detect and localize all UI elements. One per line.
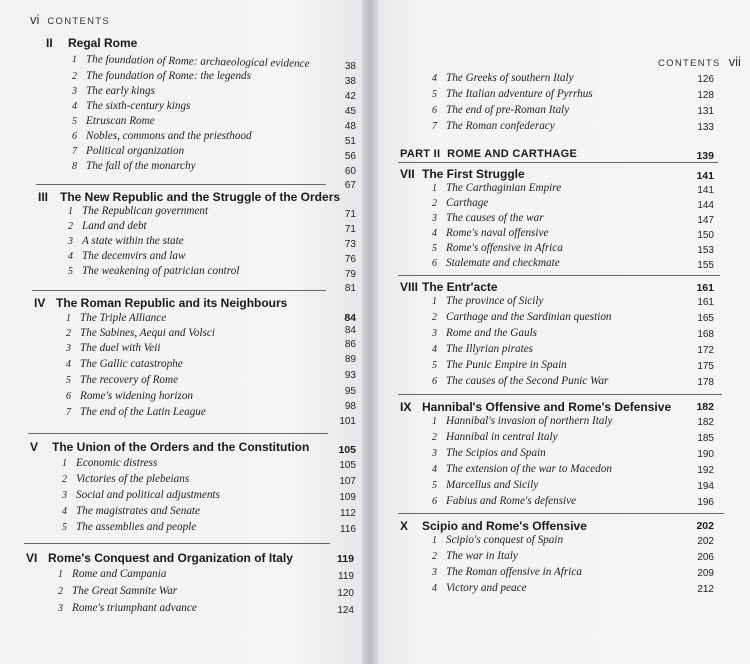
chapter-page-number: 84	[344, 312, 356, 324]
chapter-title: The Union of the Orders and the Constitution	[52, 440, 310, 454]
entry-page-number: 60	[344, 166, 356, 177]
chapter-roman: VIII	[400, 280, 419, 294]
chapter-divider	[28, 433, 328, 434]
toc-entry: 2 The foundation of Rome: the legends	[72, 70, 251, 82]
entry-page-number: 107	[339, 476, 356, 487]
entry-page-number: 42	[344, 91, 356, 102]
toc-entry: 2 Land and debt	[68, 220, 147, 232]
toc-entry: 4 The magistrates and Senate	[62, 505, 200, 517]
left-page-number: vi	[30, 12, 40, 27]
toc-entry: 1 The Carthaginian Empire	[432, 182, 562, 194]
toc-entry: 2 Victories of the plebeians	[62, 473, 190, 485]
toc-entry: 2 The Great Samnite War	[58, 585, 178, 597]
chapter-heading	[400, 519, 587, 533]
toc-entry: 5 The assemblies and people	[62, 521, 197, 533]
toc-entry: 6 Nobles, commons and the priesthood	[72, 130, 252, 142]
toc-entry: 6 Rome's widening horizon	[66, 390, 194, 402]
entry-page-number: 95	[344, 386, 356, 397]
chapter-divider	[32, 290, 326, 291]
toc-entry: 4 The Illyrian pirates	[432, 343, 534, 355]
toc-entry: 4 Rome's naval offensive	[432, 227, 549, 239]
entry-page-number: 86	[344, 339, 356, 350]
toc-entry: 3 The Roman offensive in Africa	[432, 566, 582, 578]
chapter-page-number: 161	[696, 282, 714, 294]
entry-page-number: 89	[344, 354, 356, 365]
entry-page-number: 45	[344, 106, 356, 117]
toc-entry: 2 Carthage and the Sardinian question	[432, 311, 612, 323]
chapter-divider	[398, 394, 722, 395]
toc-entry: 7 The end of the Latin League	[66, 406, 206, 418]
toc-entry: 2 Carthage	[432, 197, 489, 209]
toc-entry: 2 The Sabines, Aequi and Volsci	[66, 327, 215, 339]
chapter-heading	[30, 440, 309, 454]
chapter-page-number: 105	[338, 444, 356, 456]
toc-entry: 4 The sixth-century kings	[72, 100, 191, 112]
chapter-page-number: 141	[696, 170, 714, 182]
entry-page-number: 182	[697, 417, 714, 428]
left-header-title: CONTENTS	[47, 16, 111, 27]
entry-page-number: 150	[697, 230, 714, 241]
chapter-divider	[24, 543, 330, 544]
entry-page-number: 172	[697, 345, 714, 356]
toc-entry: 3 The early kings	[72, 85, 155, 97]
toc-entry: 7 The Roman confederacy	[432, 120, 555, 132]
entry-page-number: 109	[339, 492, 356, 503]
chapter-page-number: 202	[696, 520, 714, 532]
toc-entry: 1 Economic distress	[62, 457, 158, 469]
toc-entry: 1 The Triple Alliance	[66, 312, 167, 324]
entry-page-number: 161	[697, 297, 714, 308]
toc-entry: 4 The Greeks of southern Italy	[432, 72, 574, 84]
entry-page-number: 185	[697, 433, 714, 444]
toc-entry: 3 The Scipios and Spain	[432, 447, 546, 459]
entry-page-number: 155	[697, 260, 714, 271]
toc-entry: 3 A state within the state	[68, 235, 184, 247]
entry-page-number: 192	[697, 465, 714, 476]
toc-entry: 6 Stalemate and checkmate	[432, 257, 560, 269]
entry-page-number: 73	[344, 239, 356, 250]
entry-page-number: 202	[697, 536, 714, 547]
chapter-heading	[400, 280, 498, 294]
toc-entry: 2 The war in Italy	[432, 550, 518, 562]
entry-page-number: 194	[697, 481, 714, 492]
entry-page-number: 38	[344, 61, 356, 72]
entry-page-number: 98	[344, 401, 356, 412]
toc-entry: 2 Hannibal in central Italy	[432, 431, 558, 443]
entry-page-number: 153	[697, 245, 714, 256]
toc-entry: 5 Marcellus and Sicily	[432, 479, 539, 491]
entry-page-number: 76	[344, 254, 356, 265]
part-label: PART II	[400, 148, 441, 160]
toc-entry: 4 The Gallic catastrophe	[66, 358, 183, 370]
entry-page-number: 141	[697, 185, 714, 196]
entry-page-number: 79	[344, 269, 356, 280]
chapter-divider	[398, 513, 724, 514]
book-gutter	[362, 0, 378, 664]
toc-entry: 5 Etruscan Rome	[72, 115, 155, 127]
chapter-page-number: 119	[337, 553, 354, 565]
chapter-title: The First Struggle	[422, 167, 525, 181]
right-running-head	[658, 54, 741, 69]
toc-entry: 4 The extension of the war to Macedon	[432, 463, 612, 475]
entry-page-number: 178	[697, 377, 714, 388]
entry-page-number: 67	[344, 180, 356, 191]
chapter-heading	[400, 400, 671, 414]
toc-entry: 4 The decemvirs and law	[68, 250, 186, 262]
chapter-title: Rome's Conquest and Organization of Italy	[48, 551, 293, 565]
toc-entry: 6 Fabius and Rome's defensive	[432, 495, 577, 507]
toc-entry: 1 Rome and Campania	[58, 568, 167, 580]
chapter-roman: VII	[400, 167, 415, 181]
chapter-roman: X	[400, 519, 409, 533]
entry-page-number: 124	[337, 605, 354, 616]
right-page	[378, 0, 750, 664]
entry-page-number: 56	[344, 151, 356, 162]
chapter-title: The New Republic and the Struggle of the Orders	[60, 190, 341, 204]
toc-entry: 6 The causes of the Second Punic War	[432, 375, 609, 387]
chapter-divider	[398, 162, 718, 163]
entry-page-number: 119	[338, 571, 354, 582]
chapter-roman: II	[46, 36, 53, 50]
entry-page-number: 81	[344, 283, 356, 294]
bleed-through-text	[60, 84, 63, 94]
toc-entry: 1 The province of Sicily	[432, 295, 544, 307]
entry-page-number: 147	[697, 215, 714, 226]
chapter-title: The Roman Republic and its Neighbours	[56, 296, 288, 310]
left-page	[0, 0, 362, 664]
right-header-title: CONTENTS	[658, 58, 721, 69]
chapter-title: Regal Rome	[68, 36, 138, 50]
toc-entry: 3 The causes of the war	[432, 212, 544, 224]
toc-entry: 5 The recovery of Rome	[66, 374, 179, 386]
toc-entry: 3 Rome and the Gauls	[432, 327, 538, 339]
entry-page-number: 190	[697, 449, 714, 460]
entry-page-number: 38	[344, 76, 356, 87]
entry-page-number: 126	[697, 74, 714, 85]
chapter-title: Hannibal's Offensive and Rome's Defensive	[422, 400, 672, 414]
chapter-roman: V	[30, 440, 39, 454]
entry-page-number: 209	[697, 568, 714, 579]
entry-page-number: 51	[344, 136, 356, 147]
chapter-page-number: 182	[696, 401, 714, 413]
toc-entry: 4 Victory and peace	[432, 582, 527, 594]
chapter-roman: IX	[400, 400, 412, 414]
chapter-roman: VI	[26, 551, 38, 565]
entry-page-number: 48	[344, 121, 356, 132]
chapter-roman: IV	[34, 296, 46, 310]
toc-entry: 1 The Republican government	[68, 205, 209, 217]
chapter-divider	[36, 184, 326, 185]
entry-page-number: 131	[697, 106, 714, 117]
toc-entry: 5 Rome's offensive in Africa	[432, 242, 563, 254]
part-page-number: 139	[696, 150, 714, 162]
chapter-heading	[38, 190, 340, 204]
entry-page-number: 93	[344, 370, 356, 381]
entry-page-number: 112	[340, 508, 356, 519]
toc-entry: 5 The Punic Empire in Spain	[432, 359, 567, 371]
toc-entry: 1 Scipio's conquest of Spain	[432, 534, 564, 546]
toc-entry: 5 The weakening of patrician control	[68, 265, 240, 277]
toc-entry: 8 The fall of the monarchy	[72, 160, 196, 172]
toc-entry: 1 Hannibal's invasion of northern Italy	[432, 415, 613, 427]
part-heading	[400, 148, 577, 160]
chapter-divider	[398, 275, 720, 276]
right-page-number: vii	[728, 54, 741, 69]
entry-page-number: 84	[344, 325, 356, 336]
toc-entry: 1 The foundation of Rome: archaeological evidence	[71, 53, 310, 70]
chapter-heading	[34, 296, 287, 310]
toc-entry: 7 Political organization	[72, 145, 185, 157]
entry-page-number: 71	[344, 209, 356, 220]
chapter-heading	[46, 36, 137, 50]
entry-page-number: 212	[697, 584, 714, 595]
entry-page-number: 196	[697, 497, 714, 508]
entry-page-number: 206	[697, 552, 714, 563]
chapter-roman: III	[38, 190, 49, 204]
entry-page-number: 128	[697, 90, 714, 101]
toc-entry: 3 Social and political adjustments	[62, 489, 220, 501]
entry-page-number: 175	[697, 361, 714, 372]
entry-page-number: 165	[697, 313, 714, 324]
entry-page-number: 71	[344, 224, 356, 235]
entry-page-number: 101	[339, 416, 356, 427]
entry-page-number: 144	[697, 200, 714, 211]
entry-page-number: 116	[340, 524, 356, 535]
chapter-heading	[400, 167, 525, 181]
part-title: ROME AND CARTHAGE	[447, 148, 578, 160]
chapter-title: The Entr'acte	[422, 280, 498, 294]
left-running-head	[30, 12, 110, 27]
entry-page-number: 168	[697, 329, 714, 340]
toc-entry: 6 The end of pre-Roman Italy	[432, 104, 570, 116]
toc-entry: 3 The duel with Veii	[66, 342, 161, 354]
chapter-heading	[26, 551, 293, 565]
toc-entry: 5 The Italian adventure of Pyrrhus	[432, 88, 593, 100]
chapter-title: Scipio and Rome's Offensive	[422, 519, 587, 533]
entry-page-number: 133	[697, 122, 714, 133]
entry-page-number: 105	[339, 460, 356, 471]
toc-entry: 3 Rome's triumphant advance	[58, 602, 197, 614]
entry-page-number: 120	[337, 588, 354, 599]
